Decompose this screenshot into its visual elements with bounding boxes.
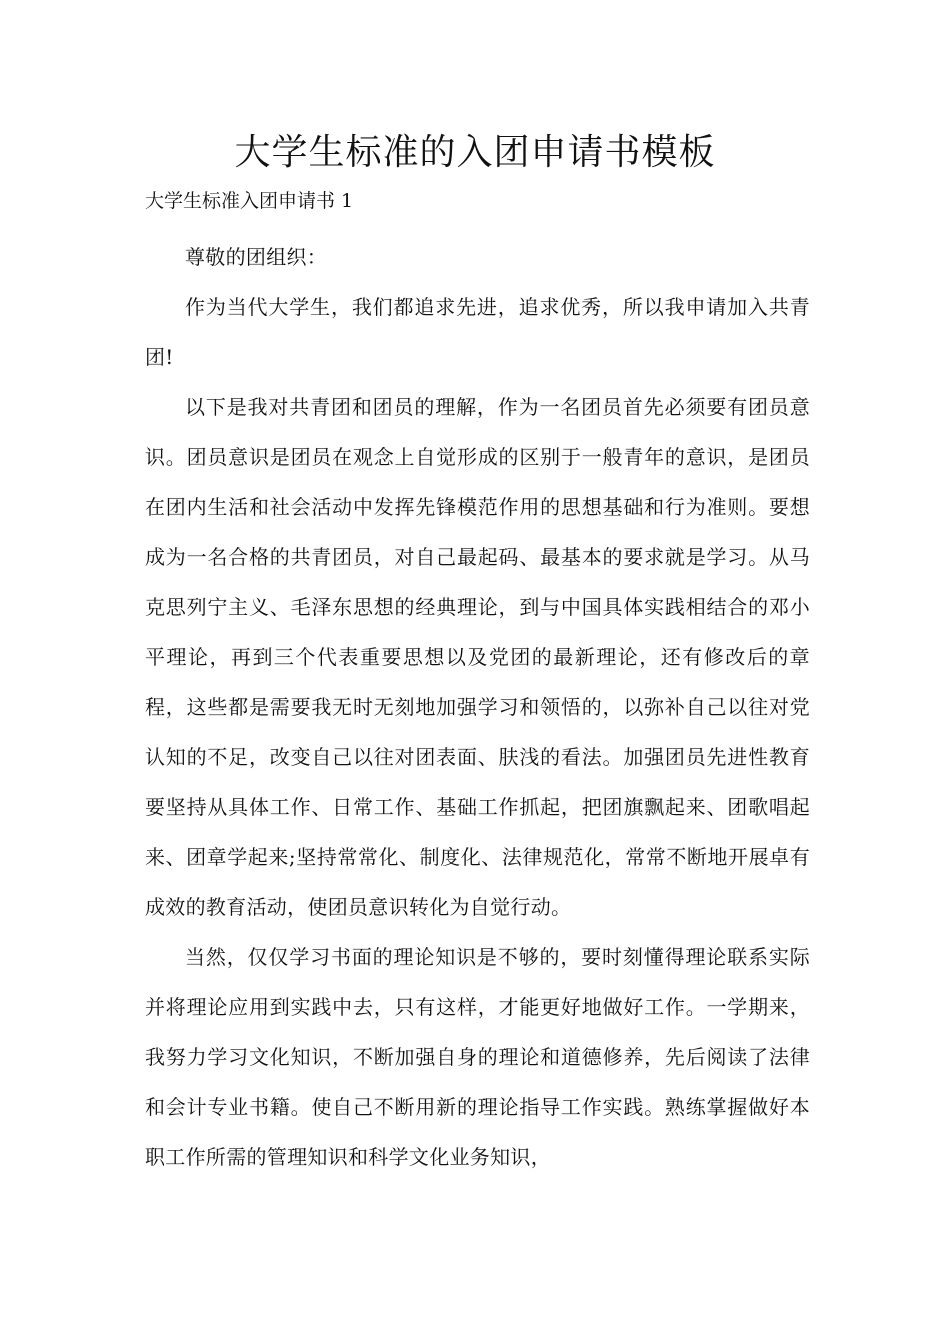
section-heading: 大学生标准入团申请书 1 — [145, 190, 354, 212]
page-title: 大学生标准的入团申请书模板 — [234, 132, 716, 173]
paragraph: 当然，仅仅学习书面的理论知识是不够的，要时刻懂得理论联系实际并将理论应用到实践中去，只有这样，才能更好地做好工作。一学期来，我努力学习文化知识，不断加强自身的理论和道德修养，先后阅读了法律和会计专业书籍。使自己不断用新的理论指导工作实践。熟练掌握做好本职工作所需的管理知识和科学文化业务知识， — [145, 945, 810, 1169]
salutation: 尊敬的团组织： — [185, 245, 328, 269]
document-body — [145, 232, 810, 1182]
paragraph: 作为当代大学生，我们都追求先进，追求优秀，所以我申请加入共青团! — [145, 295, 810, 369]
paragraph: 以下是我对共青团和团员的理解，作为一名团员首先必须要有团员意识。团员意识是团员在观念上自觉形成的区别于一般青年的意识，是团员在团内生活和社会活动中发挥先锋模范作用的思想基础和行为准则。要想成为一名合格的共青团员，对自己最起码、最基本的要求就是学习。从马克思列宁主义、毛泽东思想的经典理论，到与中国具体实践相结合的邓小平理论，再到三个代表重要思想以及党团的最新理论，还有修改后的章程，这些都是需要我无时无刻地加强学习和领悟的，以弥补自己以往对党认知的不足，改变自己以往对团表面、肤浅的看法。加强团员先进性教育要坚持从具体工作、日常工作、基础工作抓起，把团旗飘起来、团歌唱起来、团章学起来;坚持常常化、制度化、法律规范化，常常不断地开展卓有成效的教育活动，使团员意识转化为自觉行动。 — [145, 395, 810, 919]
